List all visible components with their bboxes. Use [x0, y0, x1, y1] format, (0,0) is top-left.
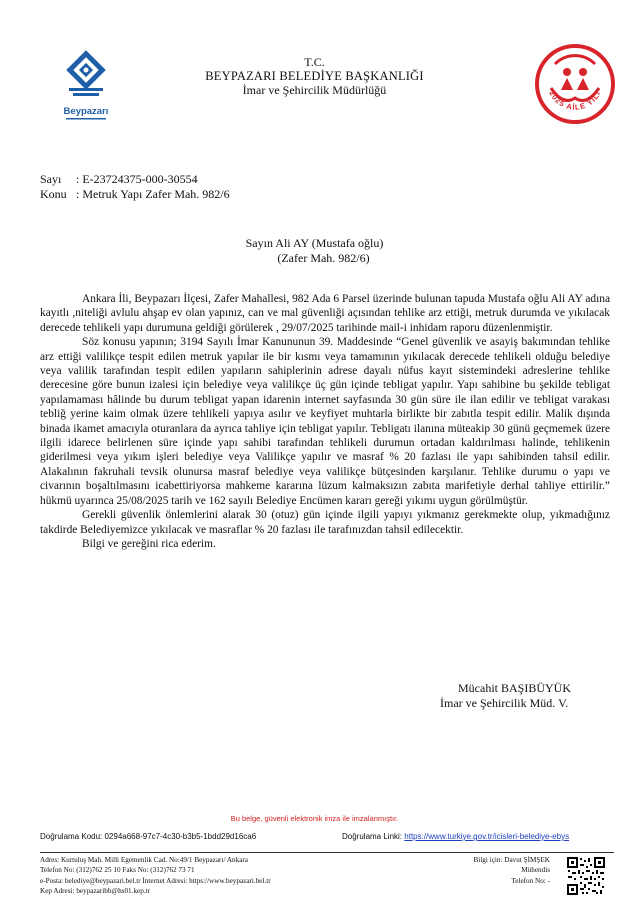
konu-label: Konu: [40, 186, 67, 201]
addressee: [0, 236, 629, 265]
konu-value: : Metruk Yapı Zafer Mah. 982/6: [76, 186, 230, 201]
e-signature-note: Bu belge, güvenli elektronik imza ile imzalanmıştır.: [230, 814, 399, 823]
paragraph-1: Ankara İli, Beypazarı İlçesi, Zafer Mahallesi, 982 Ada 6 Parsel üzerinde bulunan tapuda Mustafa oğlu Ali AY adına kayıtlı ,niteliği avlulu ahşap ev olan yapınız, can ve mal güvenliği açısından tehlike arz ettiği, metruk durumda ve yıkılacak derecede tehlikeli yapı durumuna geldiği görülerek , 29/07/2025 tarihinde mail-i inhidam raporu düzenlenmiştir.: [40, 293, 610, 334]
contact-title: Mühendis: [521, 866, 550, 875]
footer-email: e-Posta: belediye@beypazari.bel.tr İnternet Adresi: https://www.beypazari.bel.tr: [40, 876, 271, 885]
footer-phone: Telefon No: (312)762 25 10 Faks No: (312)762 73 71: [40, 866, 195, 875]
footer-contact: [40, 855, 271, 897]
contact-phone: Telefon No: -: [511, 876, 550, 885]
aile-yili-logo: [533, 42, 617, 126]
left-logo-text: Beypazarı: [63, 106, 109, 117]
footer-kep: Kep Adresi: beypazaribb@hs01.kep.tr: [40, 887, 151, 896]
verification-code: Doğrulama Kodu: 0294a668-97c7-4c30-b3b5-1bdd29d16ca6: [40, 832, 257, 841]
header-line-1: T.C.: [304, 55, 325, 69]
letter-body: [40, 292, 610, 551]
document-meta: [40, 172, 230, 201]
paragraph-3: Gerekli güvenlik önlemlerini alarak 30 (otuz) gün içinde ilgili yapıyı yıkmanız gerekmekte olup, yıkmadığınız takdirde Belediyemizce yıkılacak ve masraflar % 20 fazlası ile tarafınızdan tahsil edilecektir.: [40, 509, 610, 536]
contact-name: Bilgi için: Davut ŞİMŞEK: [473, 856, 550, 864]
sayi-label: Sayı: [40, 172, 62, 186]
sayi-value: : E-23724375-000-30554: [76, 172, 198, 186]
header-line-2: BEYPAZARI BELEDİYE BAŞKANLIĞI: [205, 69, 424, 83]
addressee-name: Sayın Ali AY (Mustafa oğlu): [245, 236, 384, 250]
signatory-name: Mücahit BAŞIBÜYÜK: [458, 681, 571, 695]
paragraph-2: Söz konusu yapının; 3194 Sayılı İmar Kanununun 39. Maddesinde “Genel güvenlik ve asayiş bakımından tehlike arz ettiği valilikçe tespit edilen metruk yapılar ile bir kısmı veya tamamının yıkılacak derecede tehlikeli olduğu belediye veya valilik tarafından tespit edilen yapıların sahiplerinin adrese dayalı nüfus kayıt sistemindeki adreslerine tehlike derecesine göre bunun izalesi için belediye veya valilikçe üç gün içinde tebligat yapılır. Yapı sahibine bu şekilde tebligat yapılamaması hâlinde bu durum tebligat yapan idarenin internet sayfasında 30 gün süre ile ilan edilir ve tebligat varakası tebliğ yerine kaim olmak üzere tehlikeli yapıya asılır ve keyfiyet muhtarla birlikte bir zabıtla tespit edilir. Malik dışında binada ikamet amacıyla oturanlara da ayrıca tahliye için tebligat yapılır. Tebligatı ilanına müteakip 30 günü geçmemek üzere ilgili idarece belirlenen süre içinde yapı sahibi tarafından tehlikeli durumun ortadan kaldırılması halinde, tehlikenin giderilmesi veya yıkım işleri belediye veya Valilikçe yapılır ve masraf % 20 fazlası ile yapı sahibinden tahsil edilir. Alakalının fakruhali tevsik olunursa masraf belediye veya valilikçe bütçesinden karşılanır. Tehlike durumu o yapı ve civarının boşaltılmasını icabettiriyorsa mahkeme kararına lüzum kalmaksızın zabıta marifetiyle derhal tahliye ettirilir.” hükmü uyarınca 25/08/2025 tarih ve 162 sayılı Belediye Encümen kararı gereği yıkımı uygun görülmüştür.: [40, 336, 610, 507]
signatory-title: İmar ve Şehircilik Müd. V.: [440, 695, 569, 710]
qr-code: [566, 856, 606, 896]
footer-info-contact: [430, 855, 550, 886]
verification-link[interactable]: https://www.turkiye.gov.tr/icisleri-belediye-ebys: [404, 832, 570, 841]
paragraph-4: Bilgi ve gereğini rica ederim.: [82, 537, 216, 550]
footer-address: Adres: Kurtuluş Mah. Milli Egemenlik Cad. No:49/1 Beypazarı/ Ankara: [40, 856, 248, 864]
verification-link-row: [342, 832, 569, 841]
verification-link-label: Doğrulama Linki:: [342, 832, 403, 841]
addressee-address: (Zafer Mah. 982/6): [277, 250, 370, 265]
signature-block: [440, 681, 571, 710]
svg-text:2025 AİLE YILI: [547, 89, 602, 112]
footer-divider: [40, 852, 614, 853]
right-logo-text: 2025 AİLE YILI: [547, 89, 603, 112]
header-line-3: İmar ve Şehircilik Müdürlüğü: [242, 83, 387, 97]
